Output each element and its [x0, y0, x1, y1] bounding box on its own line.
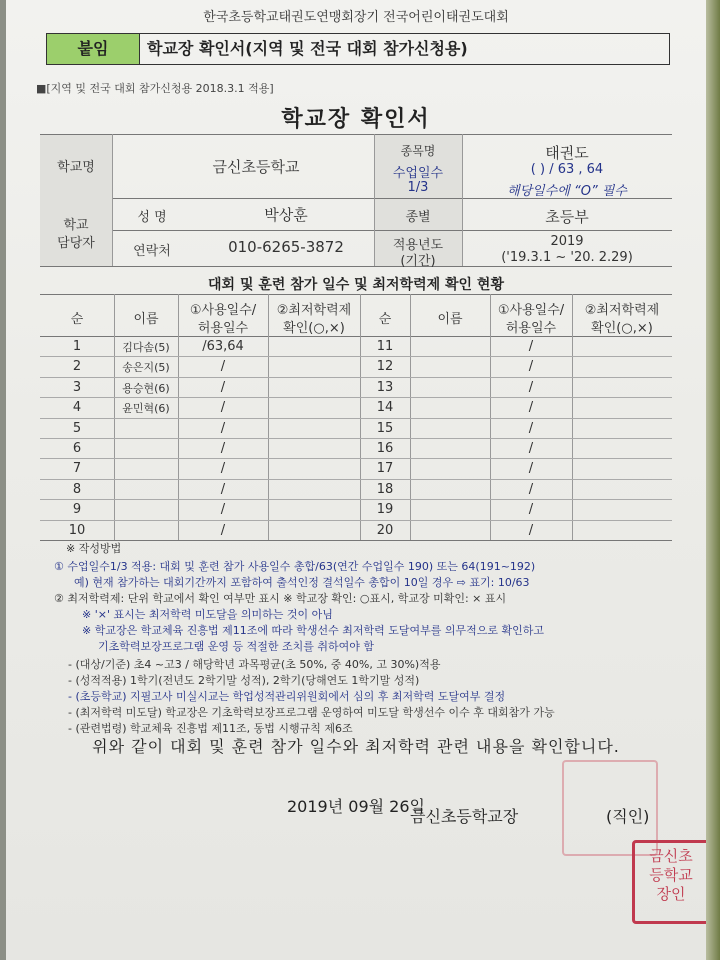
manager-name: 박상훈 [264, 206, 308, 224]
days-used: / [220, 400, 226, 416]
note-line: - (초등학교) 지필고사 미실시교는 학업성적관리위원회에서 심의 후 최저학력 도달여부 결정 [68, 690, 506, 703]
days-used: / [220, 379, 226, 395]
row-number: 9 [72, 502, 82, 518]
attachment-badge: 붙임 [47, 34, 140, 64]
period-value: ('19.3.1 ~ '20. 2.29) [501, 250, 633, 265]
days-used: /63,64 [202, 339, 244, 354]
class-days-fraction: 1/3 [407, 180, 429, 195]
division-label: 종별 [405, 210, 431, 225]
class-days-value: ( ) / 63 , 64 [530, 162, 604, 177]
row-number: 20 [376, 522, 394, 538]
days-used: / [528, 461, 534, 477]
header-name-left: 이름 [133, 312, 159, 327]
class-days-note: 해당일수에 “O” 필수 [507, 184, 627, 199]
confirmation-statement: 위와 같이 대회 및 훈련 참가 일수와 최저학력 관련 내용을 확인합니다. [92, 737, 620, 756]
contact-label: 연락처 [133, 244, 171, 259]
attachment-banner [46, 33, 670, 65]
row-number: 5 [72, 420, 82, 436]
header-days-left-2: 허용일수 [197, 321, 249, 336]
year-label-2: (기간) [400, 254, 436, 269]
header-check-left-1: ②최저학력제 [276, 303, 352, 318]
days-used: / [528, 379, 534, 395]
note-line: ※ 학교장은 학교체육 진흥법 제11조에 따라 학생선수 최저학력 도달여부를 의무적으로 확인하고 [82, 624, 544, 637]
row-number: 1 [72, 339, 82, 354]
days-used: / [528, 339, 534, 354]
row-number: 3 [72, 379, 82, 395]
header-days-right-1: ①사용일수/ [497, 303, 565, 318]
athlete-name: 용승현(6) [122, 381, 170, 395]
header-check-right-2: 확인(○,×) [591, 321, 653, 336]
row-number: 7 [72, 461, 82, 477]
background-edge [706, 0, 720, 960]
note-line: ※ '×' 표시는 최저학력 미도달을 의미하는 것이 아님 [82, 608, 333, 621]
participation-title: 대회 및 훈련 참가 일수 및 최저학력제 확인 현황 [208, 277, 504, 293]
header-check-right-1: ②최저학력제 [584, 303, 660, 318]
note-line: 기초학력보장프로그램 운영 등 적절한 조치를 취하여야 함 [98, 640, 375, 653]
days-used: / [528, 481, 534, 497]
days-used: / [528, 359, 534, 375]
year-value: 2019 [550, 234, 584, 249]
days-used: / [528, 522, 534, 538]
row-number: 13 [376, 379, 394, 395]
principal-name: 금신초등학교장 [410, 807, 519, 826]
stamp-text: 금신초등학교장인 [649, 847, 693, 903]
document-title: 학교장 확인서 [281, 107, 431, 132]
athlete-name: 윤민혁(6) [122, 402, 170, 416]
note-line: ① 수업일수1/3 적용: 대회 및 훈련 참가 사용일수 총합/63(연간 수업일수 190) 또는 64(191~192) [54, 560, 536, 573]
event-header: 한국초등학교태권도연맹회장기 전국어린이태권도대회 [203, 10, 509, 25]
event-value: 태권도 [545, 144, 589, 162]
document-page [6, 0, 706, 960]
row-number: 16 [376, 441, 394, 456]
class-days-label: 수업일수 [392, 166, 444, 181]
row-number: 10 [68, 522, 86, 538]
row-number: 6 [72, 441, 82, 456]
athlete-name: 송은지(5) [122, 361, 170, 375]
row-number: 11 [376, 339, 394, 354]
note-line: ② 최저학력제: 단위 학교에서 확인 여부만 표시 ※ 학교장 확인: ○표시, 학교장 미확인: × 표시 [54, 592, 507, 605]
note-line: ※ 작성방법 [66, 542, 122, 555]
athlete-name: 김다솜(5) [122, 341, 170, 354]
division-value: 초등부 [545, 208, 589, 226]
days-used: / [528, 441, 534, 456]
row-number: 15 [376, 420, 394, 436]
event-label: 종목명 [400, 144, 436, 158]
row-number: 12 [376, 359, 394, 375]
header-no-right: 순 [378, 312, 392, 327]
document-date: 2019년 09월 26일 [287, 797, 425, 816]
note-line: 예) 현재 참가하는 대회기간까지 포함하여 출석인정 결석일수 총합이 10일 경우 ⇨ 표기: 10/63 [74, 576, 530, 589]
row-number: 17 [376, 461, 394, 477]
days-used: / [528, 420, 534, 436]
days-used: / [528, 502, 534, 518]
note-line: - (대상/기준) 초4 ~고3 / 해당학년 과목평균(초 50%, 중 40%, 고 30%)적용 [68, 658, 441, 671]
days-used: / [220, 502, 226, 518]
days-used: / [528, 400, 534, 416]
header-no-left: 순 [70, 312, 84, 327]
row-number: 19 [376, 502, 394, 518]
row-number: 8 [72, 481, 82, 497]
attachment-title: 학교장 확인서(지역 및 전국 대회 참가신청용) [147, 39, 468, 58]
school-name-label: 학교명 [57, 160, 95, 175]
manager-label-2: 담당자 [57, 236, 95, 251]
days-used: / [220, 441, 226, 456]
manager-label-1: 학교 [63, 218, 89, 233]
days-used: / [220, 461, 226, 477]
row-number: 4 [72, 400, 82, 416]
school-name-value: 금신초등학교 [212, 158, 300, 176]
row-number: 2 [72, 359, 82, 375]
note-line: - (최저학력 미도달) 학교장은 기초학력보장프로그램 운영하여 미도달 학생선수 이수 후 대회참가 가능 [68, 706, 555, 719]
year-label-1: 적용년도 [392, 238, 444, 253]
seal-label: (직인) [606, 807, 650, 826]
header-check-left-2: 확인(○,×) [283, 321, 345, 336]
row-number: 14 [376, 400, 394, 416]
reference-note: ■[지역 및 전국 대회 참가신청용 2018.3.1 적용] [36, 82, 274, 95]
name-label: 성 명 [137, 210, 167, 225]
header-days-right-2: 허용일수 [505, 321, 557, 336]
school-seal-stamp [632, 840, 710, 924]
days-used: / [220, 522, 226, 538]
days-used: / [220, 359, 226, 375]
note-line: - (관련법령) 학교체육 진흥법 제11조, 동법 시행규칙 제6조 [68, 722, 353, 735]
row-number: 18 [376, 481, 394, 497]
days-used: / [220, 420, 226, 436]
note-line: - (성적적용) 1학기(전년도 2학기말 성적), 2학기(당해연도 1학기말 성적) [68, 674, 420, 687]
contact-value: 010-6265-3872 [228, 238, 344, 256]
header-days-left-1: ①사용일수/ [189, 303, 257, 318]
header-name-right: 이름 [437, 312, 463, 327]
days-used: / [220, 481, 226, 497]
